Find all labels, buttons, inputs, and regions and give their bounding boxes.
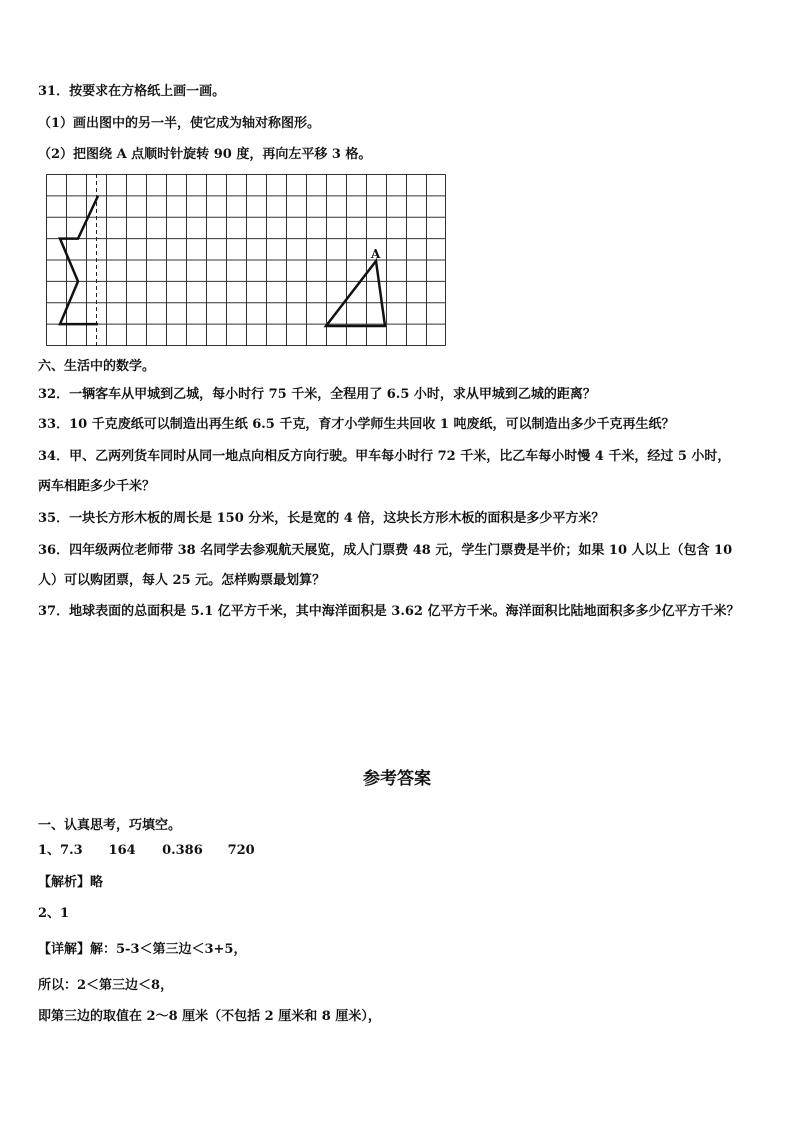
answer-2-line2: 所以：2＜第三边＜8， xyxy=(38,978,174,993)
q36-line1: 36．四年级两位老师带 38 名同学去参观航天展览，成人门票费 48 元，学生门票费是半价；如果 10 人以上（包含 10 xyxy=(38,543,733,558)
answer-2-label: 2、1 xyxy=(38,906,70,921)
answer-1-label: 1、7.3 xyxy=(38,843,83,858)
q31-title: 31．按要求在方格纸上画一画。 xyxy=(38,84,226,99)
grid-lines xyxy=(47,175,446,346)
answer-1-row xyxy=(38,843,255,859)
answer-1-analysis: 【解析】略 xyxy=(38,875,104,890)
q35: 35．一块长方形木板的周长是 150 分米，长是宽的 4 倍，这块长方形木板的面积是多少平方米？ xyxy=(38,511,605,526)
section6-heading: 六、生活中的数学。 xyxy=(38,359,156,374)
answer-1-value-3: 0.386 xyxy=(162,843,203,858)
q33: 33．10 千克废纸可以制造出再生纸 6.5 千克，育才小学师生共回收 1 吨废纸，可以制造出多少千克再生纸？ xyxy=(38,417,675,432)
grid-paper xyxy=(46,174,446,348)
answer-1-value-2: 164 xyxy=(108,843,136,858)
answers-title: 参考答案 xyxy=(363,769,431,789)
q37: 37．地球表面的总面积是 5.1 亿平方千米，其中海洋面积是 3.62 亿平方千米。海洋面积比陆地面积多多少亿平方千米？ xyxy=(38,604,740,619)
q36-line2: 人）可以购团票，每人 25 元。怎样购票最划算？ xyxy=(38,573,326,588)
triangle-figure xyxy=(326,261,385,326)
answer-2-line3: 即第三边的取值在 2～8 厘米（不包括 2 厘米和 8 厘米）， xyxy=(38,1009,381,1024)
vertex-a-label: A xyxy=(371,247,381,261)
q31-part2: （2）把图绕 A 点顺时针旋转 90 度，再向左平移 3 格。 xyxy=(38,147,372,162)
q31-part1: （1）画出图中的另一半，使它成为轴对称图形。 xyxy=(38,116,321,131)
answer-1-value-4: 720 xyxy=(227,843,255,858)
answer-2-detail: 【详解】解：5-3＜第三边＜3+5， xyxy=(38,942,247,957)
q32: 32．一辆客车从甲城到乙城，每小时行 75 千米，全程用了 6.5 小时，求从甲城到乙城的距离？ xyxy=(38,387,596,402)
q34-line2: 两车相距多少千米？ xyxy=(38,479,156,494)
answers-section1: 一、认真思考，巧填空。 xyxy=(38,818,182,833)
q34-line1: 34．甲、乙两列货车同时从同一地点向相反方向行驶。甲车每小时行 72 千米，比乙车每小时慢 4 千米，经过 5 小时， xyxy=(38,449,731,464)
